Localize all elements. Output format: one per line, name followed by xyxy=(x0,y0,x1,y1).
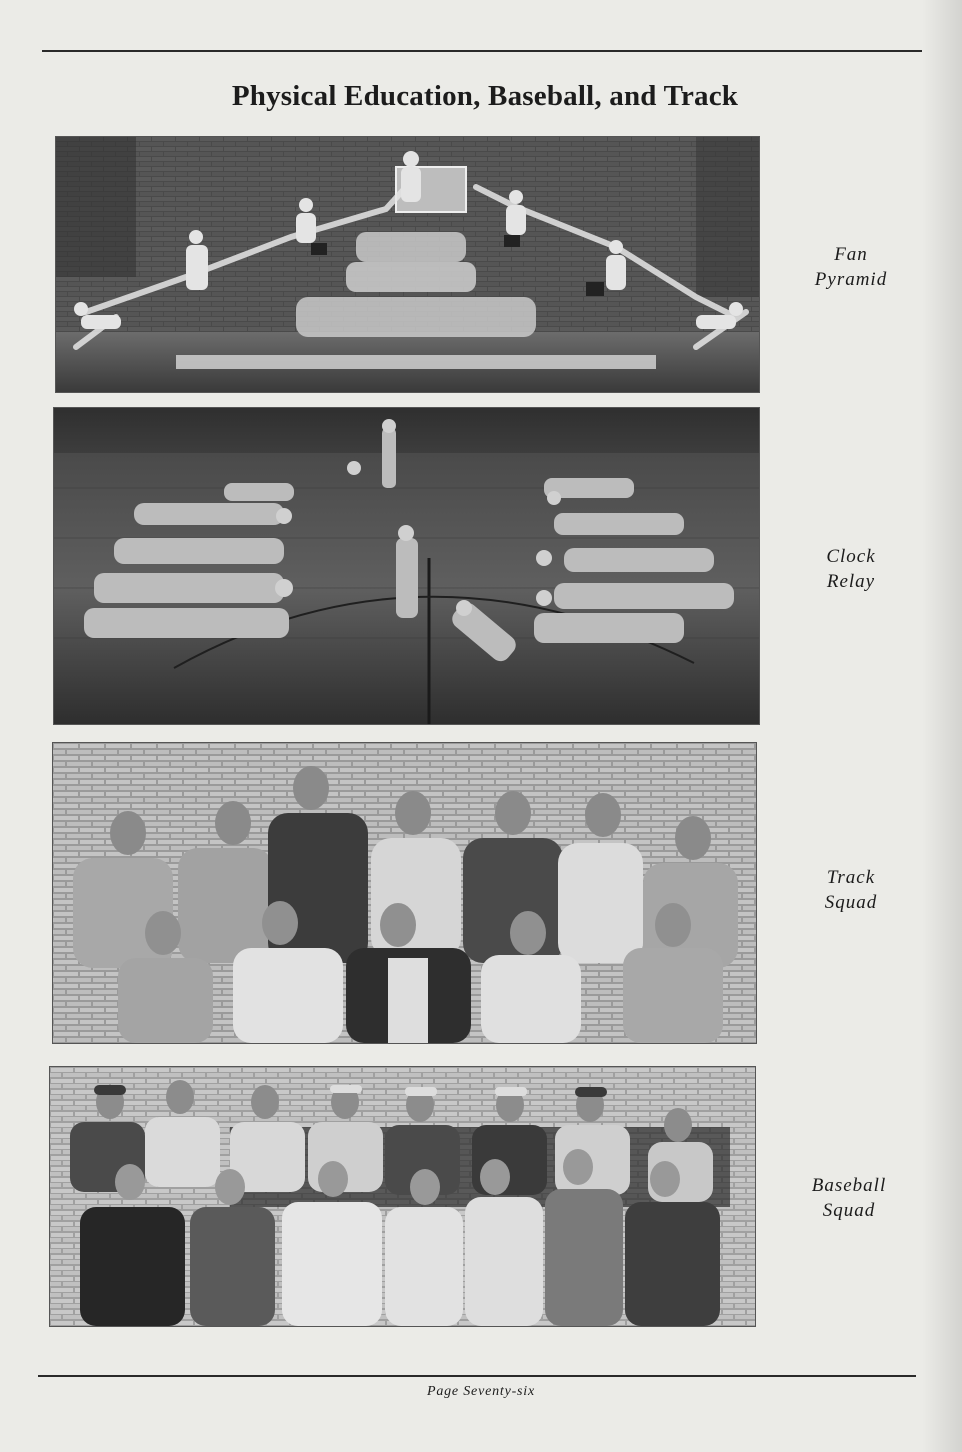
fan-pyramid-image xyxy=(56,137,759,392)
bottom-rule xyxy=(38,1375,916,1377)
page-number: Page Seventy-six xyxy=(426,1384,536,1399)
track-squad-image xyxy=(53,743,756,1043)
baseball-squad-caption xyxy=(784,1173,914,1223)
baseball-squad-photo xyxy=(50,1067,755,1326)
clock-relay-caption xyxy=(786,544,916,594)
caption-line: Clock xyxy=(826,546,876,567)
caption-line: Pyramid xyxy=(814,269,888,290)
fan-pyramid-photo xyxy=(56,137,759,392)
baseball-squad-image xyxy=(50,1067,755,1326)
page-edge-shadow xyxy=(922,0,962,1452)
caption-line: Baseball xyxy=(811,1175,887,1196)
caption-line: Relay xyxy=(826,571,876,592)
caption-line: Fan xyxy=(834,244,868,265)
caption-line: Track xyxy=(826,867,876,888)
caption-line: Squad xyxy=(822,1200,876,1221)
caption-line: Squad xyxy=(824,892,878,913)
track-squad-photo xyxy=(53,743,756,1043)
top-rule xyxy=(42,50,922,52)
track-squad-caption xyxy=(786,865,916,915)
clock-relay-image xyxy=(54,408,759,724)
fan-pyramid-caption xyxy=(786,242,916,292)
clock-relay-photo xyxy=(54,408,759,724)
page-title: Physical Education, Baseball, and Track xyxy=(231,80,739,112)
